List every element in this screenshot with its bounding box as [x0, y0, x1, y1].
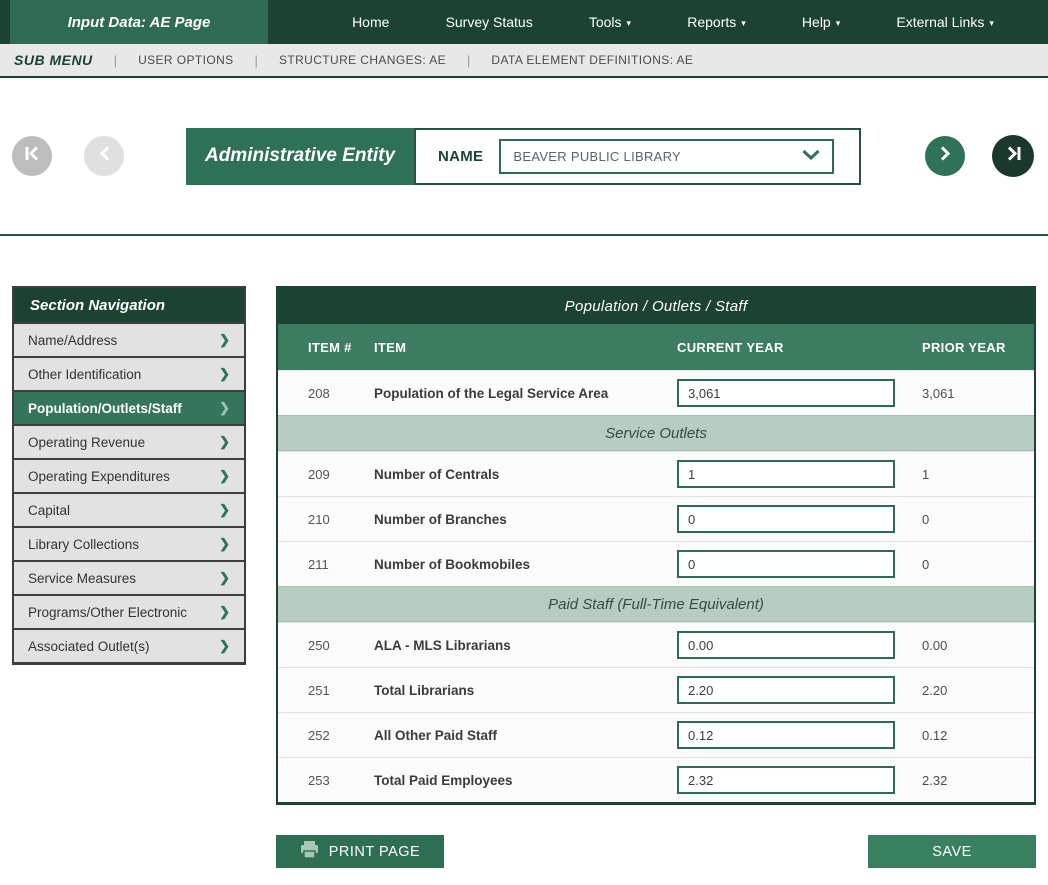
- sidebar-item-name-address[interactable]: Name/Address ❯: [14, 322, 244, 356]
- prior-year-value: 0.00: [922, 637, 948, 653]
- active-tab-input-data-ae-page[interactable]: Input Data: AE Page: [10, 0, 268, 44]
- next-record-button[interactable]: [925, 136, 965, 176]
- item-label: ALA - MLS Librarians: [374, 637, 511, 653]
- main-menu: [268, 0, 1048, 44]
- current-year-input-209[interactable]: [677, 460, 895, 488]
- nav-item-survey-status[interactable]: Survey Status: [445, 14, 533, 30]
- column-header-current-year: CURRENT YEAR: [677, 339, 784, 355]
- prior-year-value: 0.12: [922, 727, 948, 743]
- main-content: [12, 286, 1036, 805]
- table-title: Population / Outlets / Staff: [278, 288, 1034, 324]
- sidebar-item-associated-outlet-s[interactable]: Associated Outlet(s) ❯: [14, 628, 244, 662]
- prior-year-value: 1: [922, 466, 930, 482]
- submenu-separator: |: [254, 52, 258, 68]
- name-field-label: NAME: [438, 147, 484, 165]
- table-row-250: [278, 622, 1034, 667]
- sidebar-item-other-identification[interactable]: Other Identification ❯: [14, 356, 244, 390]
- submenu-link-data-element-definitions-ae[interactable]: DATA ELEMENT DEFINITIONS: AE: [491, 53, 694, 67]
- prior-year-value: 0: [922, 511, 930, 527]
- sidebar-item-library-collections[interactable]: Library Collections ❯: [14, 526, 244, 560]
- nav-item-home[interactable]: Home: [352, 14, 390, 30]
- print-page-label: PRINT PAGE: [328, 843, 421, 860]
- sidebar-title: Section Navigation: [14, 288, 244, 322]
- chevron-right-icon: ❯: [219, 332, 230, 347]
- printer-icon: [300, 841, 319, 862]
- current-year-input-210[interactable]: [677, 505, 895, 533]
- current-year-input-251[interactable]: [677, 676, 895, 704]
- item-label: All Other Paid Staff: [374, 727, 498, 743]
- nav-item-tools[interactable]: Tools ▾: [588, 14, 632, 30]
- item-number: 210: [308, 511, 330, 527]
- chevron-right-icon: ❯: [219, 638, 230, 653]
- item-label: Population of the Legal Service Area: [374, 385, 609, 401]
- chevron-right-icon: ❯: [219, 400, 230, 415]
- top-navigation-bar: [0, 0, 1048, 44]
- name-panel: [414, 128, 861, 185]
- last-record-button[interactable]: [992, 135, 1034, 177]
- item-number: 250: [308, 637, 330, 653]
- submenu-separator: |: [467, 52, 471, 68]
- chevron-right-icon: ❯: [219, 536, 230, 551]
- item-label: Total Librarians: [374, 682, 475, 698]
- column-header-item-number: ITEM #: [308, 339, 352, 355]
- chevron-right-icon: ❯: [219, 366, 230, 381]
- item-label: Total Paid Employees: [374, 772, 513, 788]
- section-header-service-outlets: Service Outlets: [278, 415, 1034, 451]
- submenu-separator: |: [113, 52, 118, 68]
- current-year-input-208[interactable]: [677, 379, 895, 407]
- nav-item-help[interactable]: Help ▾: [801, 14, 841, 30]
- chevron-right-icon: [940, 146, 951, 166]
- current-year-input-250[interactable]: [677, 631, 895, 659]
- name-select-value: BEAVER PUBLIC LIBRARY: [513, 148, 682, 164]
- table-row-209: [278, 451, 1034, 496]
- item-number: 208: [308, 385, 330, 401]
- current-year-input-211[interactable]: [677, 550, 895, 578]
- sub-menu-bar: [0, 44, 1048, 78]
- save-button[interactable]: SAVE: [868, 835, 1036, 868]
- sidebar-item-capital[interactable]: Capital ❯: [14, 492, 244, 526]
- item-label: Number of Bookmobiles: [374, 556, 531, 572]
- caret-down-icon: ▾: [626, 17, 632, 28]
- sidebar-item-service-measures[interactable]: Service Measures ❯: [14, 560, 244, 594]
- table-header-row: [278, 324, 1034, 370]
- table-row-210: [278, 496, 1034, 541]
- chevron-right-icon: ❯: [219, 502, 230, 517]
- last-page-icon: [1005, 146, 1022, 166]
- column-header-item: ITEM: [374, 339, 407, 355]
- name-select[interactable]: [499, 139, 834, 174]
- item-number: 252: [308, 727, 330, 743]
- current-year-input-252[interactable]: [677, 721, 895, 749]
- chevron-right-icon: ❯: [219, 468, 230, 483]
- item-number: 253: [308, 772, 330, 788]
- print-page-button[interactable]: [276, 835, 444, 868]
- item-label: Number of Centrals: [374, 466, 500, 482]
- previous-record-button[interactable]: [84, 136, 124, 176]
- chevron-right-icon: ❯: [219, 604, 230, 619]
- population-outlets-staff-table: [276, 286, 1036, 805]
- table-row-253: [278, 757, 1034, 802]
- caret-down-icon: ▾: [989, 17, 994, 28]
- caret-down-icon: ▾: [741, 17, 746, 28]
- sub-menu-label: SUB MENU: [14, 52, 93, 68]
- sidebar-item-operating-revenue[interactable]: Operating Revenue ❯: [14, 424, 244, 458]
- column-header-prior-year: PRIOR YEAR: [922, 339, 1006, 355]
- sidebar-item-operating-expenditures[interactable]: Operating Expenditures ❯: [14, 458, 244, 492]
- prior-year-value: 2.20: [922, 682, 948, 698]
- submenu-link-structure-changes-ae[interactable]: STRUCTURE CHANGES: AE: [278, 53, 447, 67]
- table-row-208: [278, 370, 1034, 415]
- prior-year-value: 2.32: [922, 772, 948, 788]
- prior-year-value: 3,061: [922, 385, 955, 401]
- table-row-251: [278, 667, 1034, 712]
- item-number: 251: [308, 682, 330, 698]
- section-navigation-sidebar: [12, 286, 246, 665]
- current-year-input-253[interactable]: [677, 766, 895, 794]
- first-record-button[interactable]: [12, 136, 52, 176]
- entity-type-label: Administrative Entity: [186, 128, 414, 185]
- sidebar-item-programs-other-electronic[interactable]: Programs/Other Electronic ❯: [14, 594, 244, 628]
- chevron-down-icon: [802, 147, 820, 165]
- item-number: 209: [308, 466, 330, 482]
- first-page-icon: [24, 146, 41, 166]
- nav-item-reports[interactable]: Reports ▾: [687, 14, 746, 30]
- chevron-left-icon: [99, 146, 110, 166]
- prior-year-value: 0: [922, 556, 930, 572]
- chevron-right-icon: ❯: [219, 434, 230, 449]
- submenu-link-user-options[interactable]: USER OPTIONS: [138, 53, 234, 67]
- sidebar-item-population-outlets-staff[interactable]: Population/Outlets/Staff ❯: [14, 390, 244, 424]
- section-header-paid-staff-full-time-equivalent: Paid Staff (Full-Time Equivalent): [278, 586, 1034, 622]
- record-navigation: [0, 78, 1048, 236]
- chevron-right-icon: ❯: [219, 570, 230, 585]
- item-number: 211: [308, 556, 329, 572]
- caret-down-icon: ▾: [835, 17, 841, 28]
- nav-item-external-links[interactable]: External Links ▾: [896, 14, 994, 30]
- table-row-211: [278, 541, 1034, 586]
- table-row-252: [278, 712, 1034, 757]
- action-button-row: [276, 835, 1036, 868]
- item-label: Number of Branches: [374, 511, 507, 527]
